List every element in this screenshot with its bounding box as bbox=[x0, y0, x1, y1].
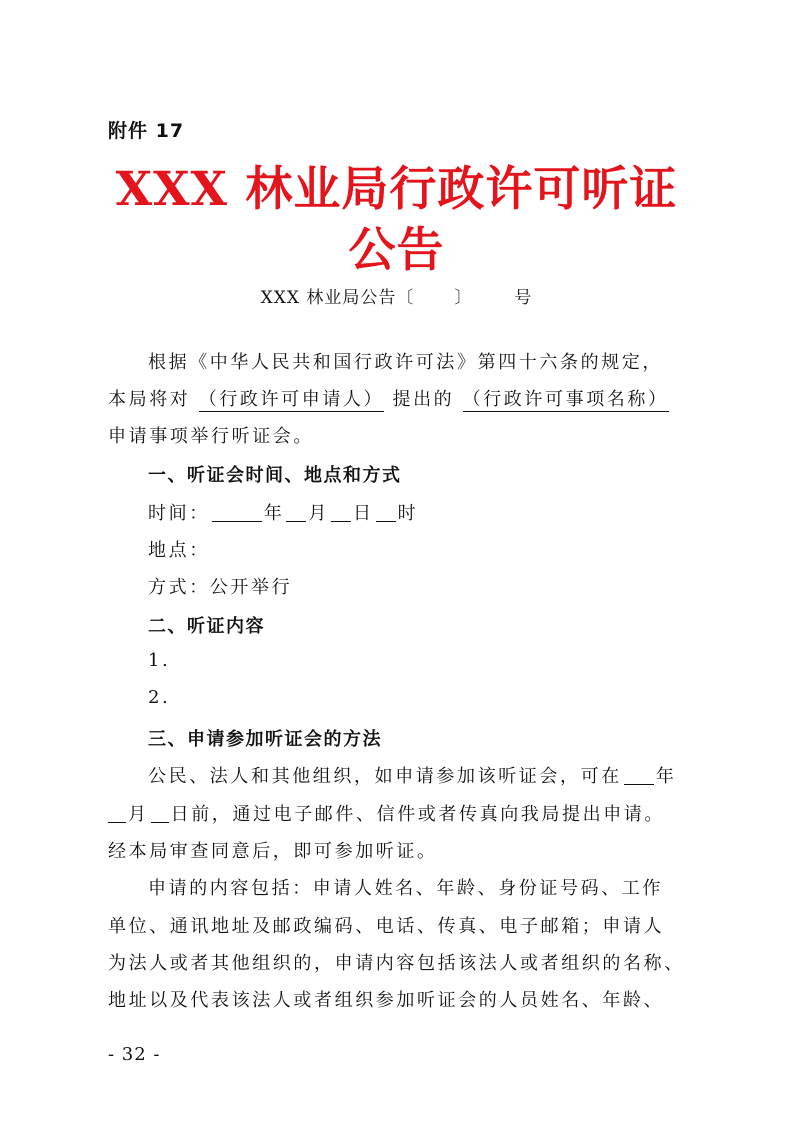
month-label: 月 bbox=[308, 503, 330, 524]
attachment-label: 附件 17 bbox=[108, 120, 185, 142]
document-number bbox=[0, 283, 793, 308]
section-2-heading: 二、听证内容 bbox=[148, 616, 265, 637]
section-3-p1-line-2 bbox=[108, 800, 665, 826]
p1-day-blank bbox=[151, 804, 169, 823]
title-line-1: XXX 林业局行政许可听证 bbox=[115, 162, 678, 217]
content-item-2: 2. bbox=[148, 687, 171, 708]
doc-number-prefix: XXX 林业局公告〔 bbox=[260, 288, 415, 308]
section-3-p2-line-4: 地址以及代表该法人或者组织参加听证会的人员姓名、年龄、 bbox=[108, 990, 665, 1011]
item-name-field: （行政许可事项名称） bbox=[462, 389, 669, 410]
section-3-p1-line-1 bbox=[148, 762, 676, 788]
p1-year-label: 年 bbox=[655, 766, 677, 787]
p1-year-blank bbox=[624, 766, 654, 785]
section-3-heading: 三、申请参加听证会的方法 bbox=[148, 729, 382, 750]
doc-number-suffix: 号 bbox=[514, 288, 533, 308]
intro-text-b: 提出的 bbox=[392, 389, 455, 410]
time-label: 时间： bbox=[148, 503, 210, 524]
intro-line-3: 申请事项举行听证会。 bbox=[108, 426, 314, 447]
p1-month-label: 月 bbox=[128, 804, 149, 825]
section-3-p2-line-1: 申请的内容包括：申请人姓名、年龄、身份证号码、工作 bbox=[148, 878, 663, 899]
time-line bbox=[148, 499, 418, 525]
page-number: - 32 - bbox=[108, 1044, 161, 1065]
hour-blank bbox=[376, 503, 396, 522]
content-item-1: 1. bbox=[148, 650, 171, 671]
place-line: 地点： bbox=[148, 540, 210, 561]
p1-text: 公民、法人和其他组织，如申请参加该听证会，可在 bbox=[148, 766, 622, 787]
title-line-2: 公告 bbox=[348, 223, 445, 278]
intro-line-2 bbox=[108, 385, 669, 411]
intro-text-a: 本局将对 bbox=[108, 389, 191, 410]
year-label: 年 bbox=[263, 503, 285, 524]
intro-line-1: 根据《中华人民共和国行政许可法》第四十六条的规定， bbox=[148, 352, 663, 373]
p1-rest-text: 日前，通过电子邮件、信件或者传真向我局提出申请。 bbox=[170, 804, 666, 825]
section-1-heading: 一、听证会时间、地点和方式 bbox=[148, 465, 402, 486]
p1-month-blank bbox=[108, 804, 126, 823]
method-line: 方式：公开举行 bbox=[148, 577, 293, 598]
applicant-field: （行政许可申请人） bbox=[198, 389, 385, 410]
section-3-p2-line-3: 为法人或者其他组织的，申请内容包括该法人或者组织的名称、 bbox=[108, 953, 685, 974]
doc-number-bracket-close: 〕 bbox=[454, 288, 473, 308]
day-blank bbox=[331, 503, 351, 522]
month-blank bbox=[286, 503, 306, 522]
year-blank bbox=[212, 503, 262, 522]
section-3-p2-line-2: 单位、通讯地址及邮政编码、电话、传真、电子邮箱；申请人 bbox=[108, 916, 665, 937]
section-3-p1-line-3: 经本局审查同意后，即可参加听证。 bbox=[108, 841, 438, 862]
hour-label: 时 bbox=[397, 503, 419, 524]
day-label: 日 bbox=[353, 503, 374, 524]
